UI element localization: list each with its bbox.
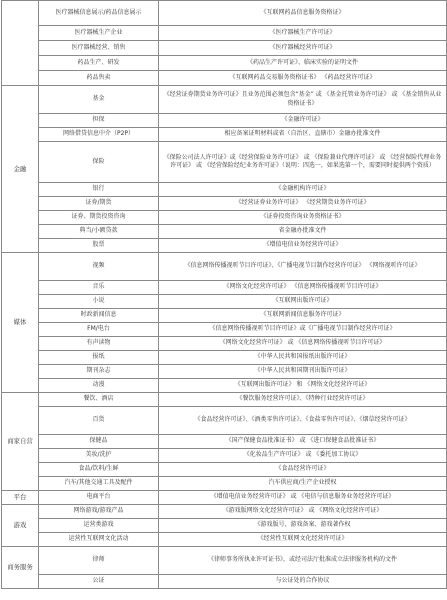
- license-cell: 《保险公司法人许可证》或《经营保险业务许可证》 或 《保险兼业代理许可证》 或 《经营保险代理业务许可证》 或 《经营保险经纪业务许可证》（说明：四选一，如果选第一个，需要同时提供两个资质）: [159, 142, 447, 183]
- category-cell: 游戏: [2, 505, 39, 547]
- license-cell: 《证券投资咨询业务资格证书》: [159, 211, 447, 225]
- license-cell: 《中华人民共和国期刊出版许可证》: [159, 365, 447, 379]
- table-row: [2, 253, 447, 281]
- item-cell: 医疗器械经营、销售: [39, 41, 159, 56]
- item-cell: 音乐: [39, 281, 159, 295]
- table-row: [2, 435, 447, 449]
- table-row: [2, 71, 447, 86]
- item-cell: 公证: [39, 575, 159, 589]
- table-row: [2, 183, 447, 197]
- license-cell: 《中华人民共和国报纸出版许可证》: [159, 351, 447, 365]
- item-cell: 食品/饮料/生鲜: [39, 463, 159, 477]
- table-row: [2, 533, 447, 547]
- table-row: [2, 114, 447, 128]
- table-row: [2, 309, 447, 323]
- license-cell: 汽车供应商/生产企业授权: [159, 477, 447, 491]
- item-cell: 律师: [39, 547, 159, 575]
- table-row: [2, 26, 447, 41]
- item-cell: 药品售卖: [39, 71, 159, 86]
- item-cell: 报纸: [39, 351, 159, 365]
- license-cell: 《经营证券业务许可证》 《经营期货业务许可证》: [159, 197, 447, 211]
- table-row: [2, 211, 447, 225]
- license-cell: 《信息网络传播视听节目许可证》或《广播电视节目制作经营许可证》: [159, 323, 447, 337]
- item-cell: 医疗器械信息展示/药品信息展示: [39, 1, 159, 26]
- item-cell: 视频: [39, 253, 159, 281]
- license-cell: 《互联网出版许可证》: [159, 295, 447, 309]
- table-row: [2, 281, 447, 295]
- table-row: [2, 197, 447, 211]
- item-cell: 运营性互联网文化活动: [39, 533, 159, 547]
- license-cell: 《增值电信业务经营许可证》: [159, 239, 447, 253]
- item-cell: 药品生产、研发: [39, 56, 159, 71]
- item-cell: 美妆/洗护: [39, 449, 159, 463]
- table-row: [2, 1, 447, 26]
- table-row: [2, 337, 447, 351]
- table-row: [2, 407, 447, 435]
- item-cell: 电商平台: [39, 491, 159, 505]
- table-row: [2, 56, 447, 71]
- license-cell: 《网络文化经营许可证》 或 《信息网络传播视听节目许可证》: [159, 337, 447, 351]
- license-cell: 相应备案证明材料或省（自治区、直辖市）金融办批准文件: [159, 128, 447, 142]
- item-cell: 网络借贷信息中介（P2P）: [39, 128, 159, 142]
- item-cell: 基金: [39, 86, 159, 114]
- license-cell: 《互联网药品信息服务资格证》: [159, 1, 447, 26]
- item-cell: 网络游戏/游戏产品: [39, 505, 159, 519]
- license-cell: 《增值电信业务经营许可证》 或 《电信与信息服务业务经营许可证》: [159, 491, 447, 505]
- table-row: [2, 575, 447, 589]
- table-row: [2, 225, 447, 239]
- license-cell: 《金融机构许可证》: [159, 183, 447, 197]
- item-cell: 保险: [39, 142, 159, 183]
- license-cell: 《网络文化经营许可证》 《信息网络传播视听节目许可证》: [159, 281, 447, 295]
- category-cell: [2, 1, 39, 86]
- category-cell: 媒体: [2, 253, 39, 393]
- table-row: [2, 41, 447, 56]
- item-cell: 时政新闻信息: [39, 309, 159, 323]
- license-cell: 《化妆品生产许可证》 或 《委托加工协议》: [159, 449, 447, 463]
- item-cell: 股票: [39, 239, 159, 253]
- item-cell: 有声读物: [39, 337, 159, 351]
- license-cell: 《医疗器械生产许可证》: [159, 26, 447, 41]
- table-row: [2, 505, 447, 519]
- item-cell: 餐饮、酒店: [39, 393, 159, 407]
- license-cell: 《互联网出版许可证》 和 《网络文化经营许可证》: [159, 379, 447, 393]
- item-cell: 银行: [39, 183, 159, 197]
- item-cell: 保健品: [39, 435, 159, 449]
- license-cell: 省金融办批准文件: [159, 225, 447, 239]
- table-row: [2, 86, 447, 114]
- item-cell: 证券/期货: [39, 197, 159, 211]
- table-row: [2, 295, 447, 309]
- table-row: [2, 491, 447, 505]
- license-cell: 《互联网药品交易服务资格证书》 《药品经营许可证》: [159, 71, 447, 86]
- license-table: [1, 0, 447, 589]
- license-cell: 与公证处的合作协议: [159, 575, 447, 589]
- category-cell: 平台: [2, 491, 39, 505]
- license-cell: 《游戏版网络文化经营许可证》 或 《网络文化经营许可证》: [159, 505, 447, 519]
- table-row: [2, 379, 447, 393]
- license-cell: 《食品经营许可证》、《酒类零售许可证》、《食盐零售许可证》、《烟草经营许可证》: [159, 407, 447, 435]
- item-cell: 医疗器械生产企业: [39, 26, 159, 41]
- table-row: [2, 463, 447, 477]
- item-cell: 汽车/其他交通工具及配件: [39, 477, 159, 491]
- license-cell: 《经营证券期货业务许可证》且业务范围必须包含“基金” 或 《基金托管业务许可证》 或 《基金销售从业资格证书》: [159, 86, 447, 114]
- table-row: [2, 142, 447, 183]
- license-cell: 《金融许可证》: [159, 114, 447, 128]
- table-row: [2, 449, 447, 463]
- table-row: [2, 547, 447, 575]
- item-cell: 期刊杂志: [39, 365, 159, 379]
- license-cell: 《信息网络传播视听节目许可证》、《广播电视节目制作经营许可证》 《网络视听许可证》: [159, 253, 447, 281]
- license-cell: 《医疗器械经营许可证》: [159, 41, 447, 56]
- license-cell: 《餐饮服务经营许可证》、《特种行业经营许可证》: [159, 393, 447, 407]
- license-cell: 《食品经营许可证》: [159, 463, 447, 477]
- item-cell: 运营类游戏: [39, 519, 159, 533]
- table-row: [2, 477, 447, 491]
- license-cell: 《游戏版号、游戏备案、游戏著作权: [159, 519, 447, 533]
- item-cell: 动漫: [39, 379, 159, 393]
- license-cell: 《互联网新闻信息服务许可证》: [159, 309, 447, 323]
- license-cell: 《国产保健食品批准证书》 或 《进口保健食品批准证书》: [159, 435, 447, 449]
- item-cell: 担保: [39, 114, 159, 128]
- item-cell: 证券、期货投资咨询: [39, 211, 159, 225]
- item-cell: 典当/小额贷款: [39, 225, 159, 239]
- table-row: [2, 519, 447, 533]
- table-row: [2, 393, 447, 407]
- table-row: [2, 351, 447, 365]
- table-row: [2, 239, 447, 253]
- table-row: [2, 128, 447, 142]
- item-cell: 小说: [39, 295, 159, 309]
- item-cell: FM/电台: [39, 323, 159, 337]
- license-cell: 《药品生产许可证》、临床实验的证明文件: [159, 56, 447, 71]
- category-cell: 金融: [2, 86, 39, 253]
- license-cell: 《律师事务所执业许可证书》，或经司法厅批准成立法律服务机构的文件: [159, 547, 447, 575]
- category-cell: 商务服务: [2, 547, 39, 589]
- table-row: [2, 323, 447, 337]
- item-cell: 百货: [39, 407, 159, 435]
- category-cell: 商家自营: [2, 393, 39, 491]
- table-row: [2, 365, 447, 379]
- license-cell: 《经营性互联网文化经营许可证》: [159, 533, 447, 547]
